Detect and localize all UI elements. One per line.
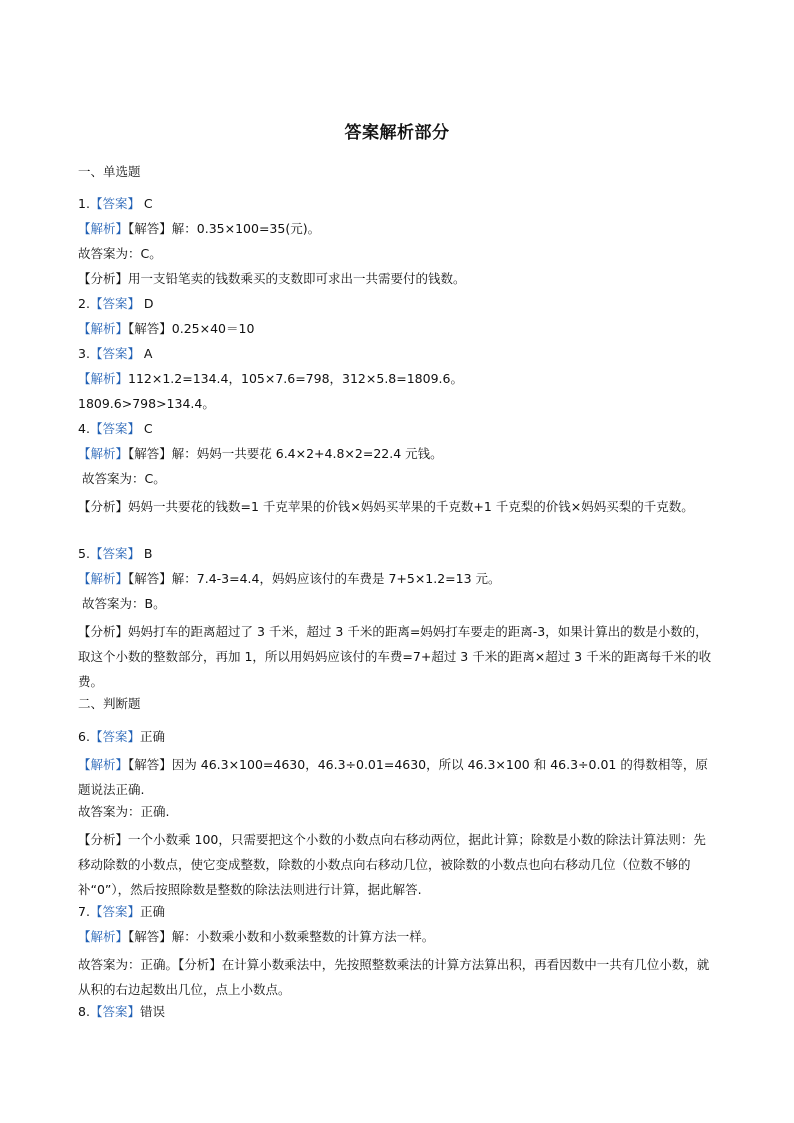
q7-solution-line [78,928,718,946]
q4-analysis: 妈妈一共要花的钱数=1 千克苹果的价钱×妈妈买苹果的千克数+1 千克梨的价钱×妈妈买梨的千克数。 [128,499,694,514]
analysis-tag: 【解析】 [78,321,129,336]
q5-number: 5. [78,546,90,561]
q5-answer: B [139,546,153,561]
q7-conclusion: 故答案为：正确。 [78,957,179,972]
section-heading: 一、单选题 [78,164,141,179]
answer-tag: 【答案】 [89,196,140,211]
answer-tag: 【答案】 [89,346,140,361]
answer-tag: 【答案】 [89,1004,140,1019]
q2-solution: 0.25×40＝10 [171,321,255,336]
analysis-tag: 【解析】 [78,446,129,461]
q8-number: 8. [78,1004,90,1019]
q7-answer: 正确 [139,904,165,919]
solution-tag: 【解答】 [128,221,172,236]
q6-solution: 因为 46.3×100=4630，46.3÷0.01=4630，所以 46.3×100 和 46.3÷0.01 的得数相等，原题说法正确. [78,757,708,797]
q7-analysis-line [78,952,718,1002]
solution-tag: 【解答】 [128,929,172,944]
solution-tag: 【解答】 [128,571,172,586]
q4-conclusion: 故答案为：C。 [82,471,166,486]
q6-answer-line [78,728,718,746]
q1-conclusion: 故答案为：C。 [78,246,162,261]
answer-tag: 【答案】 [89,729,140,744]
page-title: 答案解析部分 [344,123,450,143]
q1-analysis-line [78,270,718,288]
q7-number: 7. [78,904,90,919]
analysis-tag: 【解析】 [78,371,129,386]
q6-analysis-line [78,827,718,902]
q7-answer-line [78,903,718,921]
fenxi-tag: 【分析】 [78,624,129,639]
q1-solution: 解：0.35×100=35(元)。 [171,221,321,236]
q4-solution-line [78,445,718,463]
q2-number: 2. [78,296,90,311]
analysis-tag: 【解析】 [78,929,129,944]
q6-analysis: 一个小数乘 100，只需要把这个小数的小数点向右移动两位，据此计算；除数是小数的除法计算法则：先移动除数的小数点，使它变成整数，除数的小数点向右移动几位，被除数的小数点也向右移动几位（位数不够的补“0”），然后按照除数是整数的除法法则进行计算，据此解答. [78,832,706,897]
q3-comparison: 1809.6>798>134.4。 [78,396,215,411]
q8-answer-line [78,1003,718,1021]
fenxi-tag: 【分析】 [78,499,129,514]
q3-answer-line [78,345,718,363]
analysis-tag: 【解析】 [78,571,129,586]
q5-solution-line [78,570,718,588]
q3-number: 3. [78,346,90,361]
fenxi-tag: 【分析】 [78,271,129,286]
q5-answer-line [78,545,718,563]
solution-tag: 【解答】 [128,321,172,336]
q6-conclusion: 故答案为：正确. [78,804,170,819]
answer-tag: 【答案】 [89,546,140,561]
q5-analysis: 妈妈打车的距离超过了 3 千米，超过 3 千米的距离=妈妈打车要走的距离-3，如果计算出的数是小数的，取这个小数的整数部分，再加 1，所以用妈妈应该付的车费=7+超过 3 千米的距离×超过 3 千米的距离每千米的收费。 [78,624,712,689]
q4-analysis-line [78,494,718,519]
q3-solution: 112×1.2=134.4，105×7.6=798，312×5.8=1809.6。 [128,371,463,386]
q4-number: 4. [78,421,90,436]
q6-number: 6. [78,729,90,744]
q5-analysis-line [78,619,718,694]
q2-solution-line [78,320,718,338]
q1-answer: C [139,196,153,211]
q6-answer: 正确 [139,729,165,744]
fenxi-tag: 【分析】 [78,832,129,847]
q2-answer-line [78,295,718,313]
q8-answer: 错误 [139,1004,165,1019]
answer-tag: 【答案】 [89,421,140,436]
q5-solution: 解：7.4-3=4.4，妈妈应该付的车费是 7+5×1.2=13 元。 [171,571,501,586]
q4-answer: C [139,421,153,436]
q3-answer: A [139,346,153,361]
q7-analysis: 在计算小数乘法中，先按照整数乘法的计算方法算出积，再看因数中一共有几位小数，就从积的右边起数出几位，点上小数点。 [78,957,710,997]
analysis-tag: 【解析】 [78,221,129,236]
q7-solution: 解：小数乘小数和小数乘整数的计算方法一样。 [171,929,435,944]
q6-solution-line [78,752,718,802]
q1-number: 1. [78,196,90,211]
q5-conclusion: 故答案为：B。 [82,596,166,611]
q1-solution-line [78,220,718,238]
q4-solution: 解：妈妈一共要花 6.4×2+4.8×2=22.4 元钱。 [171,446,443,461]
analysis-tag: 【解析】 [78,757,129,772]
q1-analysis: 用一支铅笔卖的钱数乘买的支数即可求出一共需要付的钱数。 [128,271,466,286]
fenxi-tag: 【分析】 [178,957,222,972]
q2-answer: D [139,296,154,311]
q3-solution-line [78,370,718,388]
q4-answer-line [78,420,718,438]
solution-tag: 【解答】 [128,446,172,461]
answer-tag: 【答案】 [89,296,140,311]
answer-tag: 【答案】 [89,904,140,919]
q1-answer-line [78,195,718,213]
section-heading: 二、判断题 [78,696,141,711]
solution-tag: 【解答】 [128,757,172,772]
